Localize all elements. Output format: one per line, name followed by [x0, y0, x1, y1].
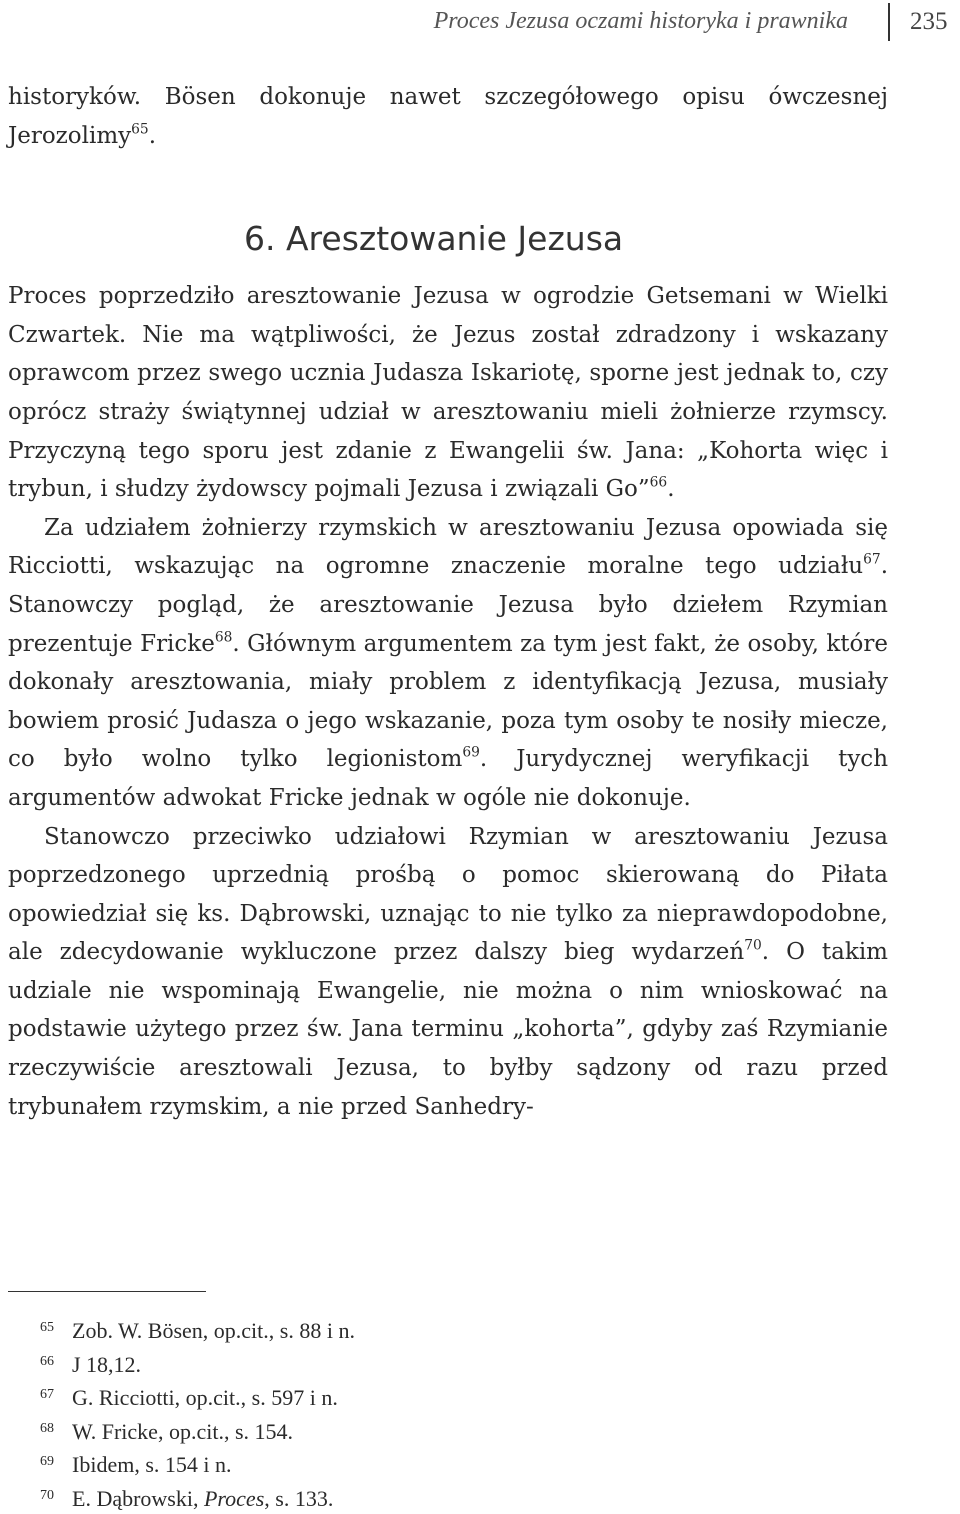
paragraph-text: . Głównym argumentem za tym jest fakt, że osoby, które dokonały aresztowania, miały problem z identyfikacją Jezusa, musiały bowiem prosić Judasza o jego wskazanie, poza tym osoby te nosiły miecze, co było wolno tylko legionistom — [8, 631, 888, 773]
footnote-number: 65 — [40, 1313, 72, 1344]
footnote-text: J 18,12. — [72, 1352, 141, 1377]
footnote-number: 69 — [40, 1447, 72, 1478]
footnote-number: 70 — [40, 1481, 72, 1512]
footnote-text-tail: , s. 133. — [264, 1486, 333, 1511]
footnote-ref: 67 — [863, 552, 881, 568]
paragraph-text: . O takim udziale nie wspominają Ewangelie, nie można o nim wnioskować na podstawie użytego przez św. Jana terminu „kohorta”, gdyby zaś Rzymianie rzeczywiście aresztowali Jezusa, to byłby sądzony od razu przed trybunałem rzymskim, a nie przed Sanhedry- — [8, 939, 888, 1119]
footnote-text: Ibidem, s. 154 i n. — [72, 1452, 232, 1477]
footnote-69 — [40, 1447, 900, 1481]
main-text — [8, 78, 888, 1126]
paragraph-ricciotti — [8, 509, 888, 818]
page-number: 235 — [910, 8, 948, 36]
footnote-number: 68 — [40, 1414, 72, 1445]
section-heading: 6. Aresztowanie Jezusa — [8, 217, 888, 261]
punctuation: . — [667, 476, 674, 502]
footnote-number: 67 — [40, 1380, 72, 1411]
footnote-70 — [40, 1481, 900, 1514]
footnote-65 — [40, 1313, 900, 1347]
paragraph-text: Za udziałem żołnierzy rzymskich w aresztowaniu Jezusa opowiada się Ricciotti, wskazując na ogromne znaczenie moralne tego udziału — [8, 515, 888, 580]
footnote-ref: 69 — [462, 745, 480, 761]
footnote-ref: 70 — [744, 938, 762, 954]
paragraph-text: Proces poprzedziło aresztowanie Jezusa w ogrodzie Getsemani w Wielki Czwartek. Nie ma wątpliwości, że Jezus został zdradzony i wskazany oprawcom przez swego ucznia Judasza Iskariotę, sporne jest jednak to, czy oprócz straży świątynnej udział w aresztowaniu mieli żołnierze rzymscy. Przyczyną tego sporu jest zdanie z Ewangelii św. Jana: „Kohorta więc i trybun, i słudzy żydowscy pojmali Jezusa i związali Go” — [8, 283, 888, 502]
footnote-ref: 65 — [131, 121, 149, 137]
paragraph-arrest — [8, 277, 888, 509]
footnote-66 — [40, 1347, 900, 1381]
header-divider — [888, 3, 890, 41]
paragraph-dabrowski — [8, 818, 888, 1127]
footnote-text: Zob. W. Bösen, op.cit., s. 88 i n. — [72, 1318, 355, 1343]
footnote-ref: 68 — [215, 629, 233, 645]
footnotes — [40, 1313, 900, 1514]
footnote-text: E. Dąbrowski, — [72, 1486, 204, 1511]
running-title: Proces Jezusa oczami historyka i prawnika — [434, 8, 848, 35]
footnote-68 — [40, 1414, 900, 1448]
footnote-67 — [40, 1380, 900, 1414]
footnote-text: G. Ricciotti, op.cit., s. 597 i n. — [72, 1385, 338, 1410]
paragraph-text: historyków. Bösen dokonuje nawet szczegółowego opisu ówczesnej Jerozolimy — [8, 84, 888, 149]
footnote-title-italic: Proces — [204, 1486, 264, 1511]
paragraph-text: Stanowczo przeciwko udziałowi Rzymian w aresztowaniu Jezusa poprzedzonego uprzednią prośbą o pomoc skierowaną do Piłata opowiedział się ks. Dąbrowski, uznając to nie tylko za nieprawdopodobne, ale zdecydowanie wykluczone przez dalszy bieg wydarzeń — [8, 824, 888, 966]
footnote-ref: 66 — [650, 475, 668, 491]
footnote-text: W. Fricke, op.cit., s. 154. — [72, 1419, 293, 1444]
paragraph-continued — [8, 78, 888, 155]
page-header — [0, 0, 960, 44]
footnote-separator — [8, 1291, 206, 1292]
punctuation: . — [149, 123, 156, 149]
paragraph-text: . Jurydycznej weryfikacji tych argumentów adwokat Fricke jednak w ogóle nie dokonuje. — [8, 746, 888, 811]
footnote-number: 66 — [40, 1347, 72, 1378]
paragraph-text: . Stanowczy pogląd, że aresztowanie Jezusa było dziełem Rzymian prezentuje Fricke — [8, 553, 888, 656]
